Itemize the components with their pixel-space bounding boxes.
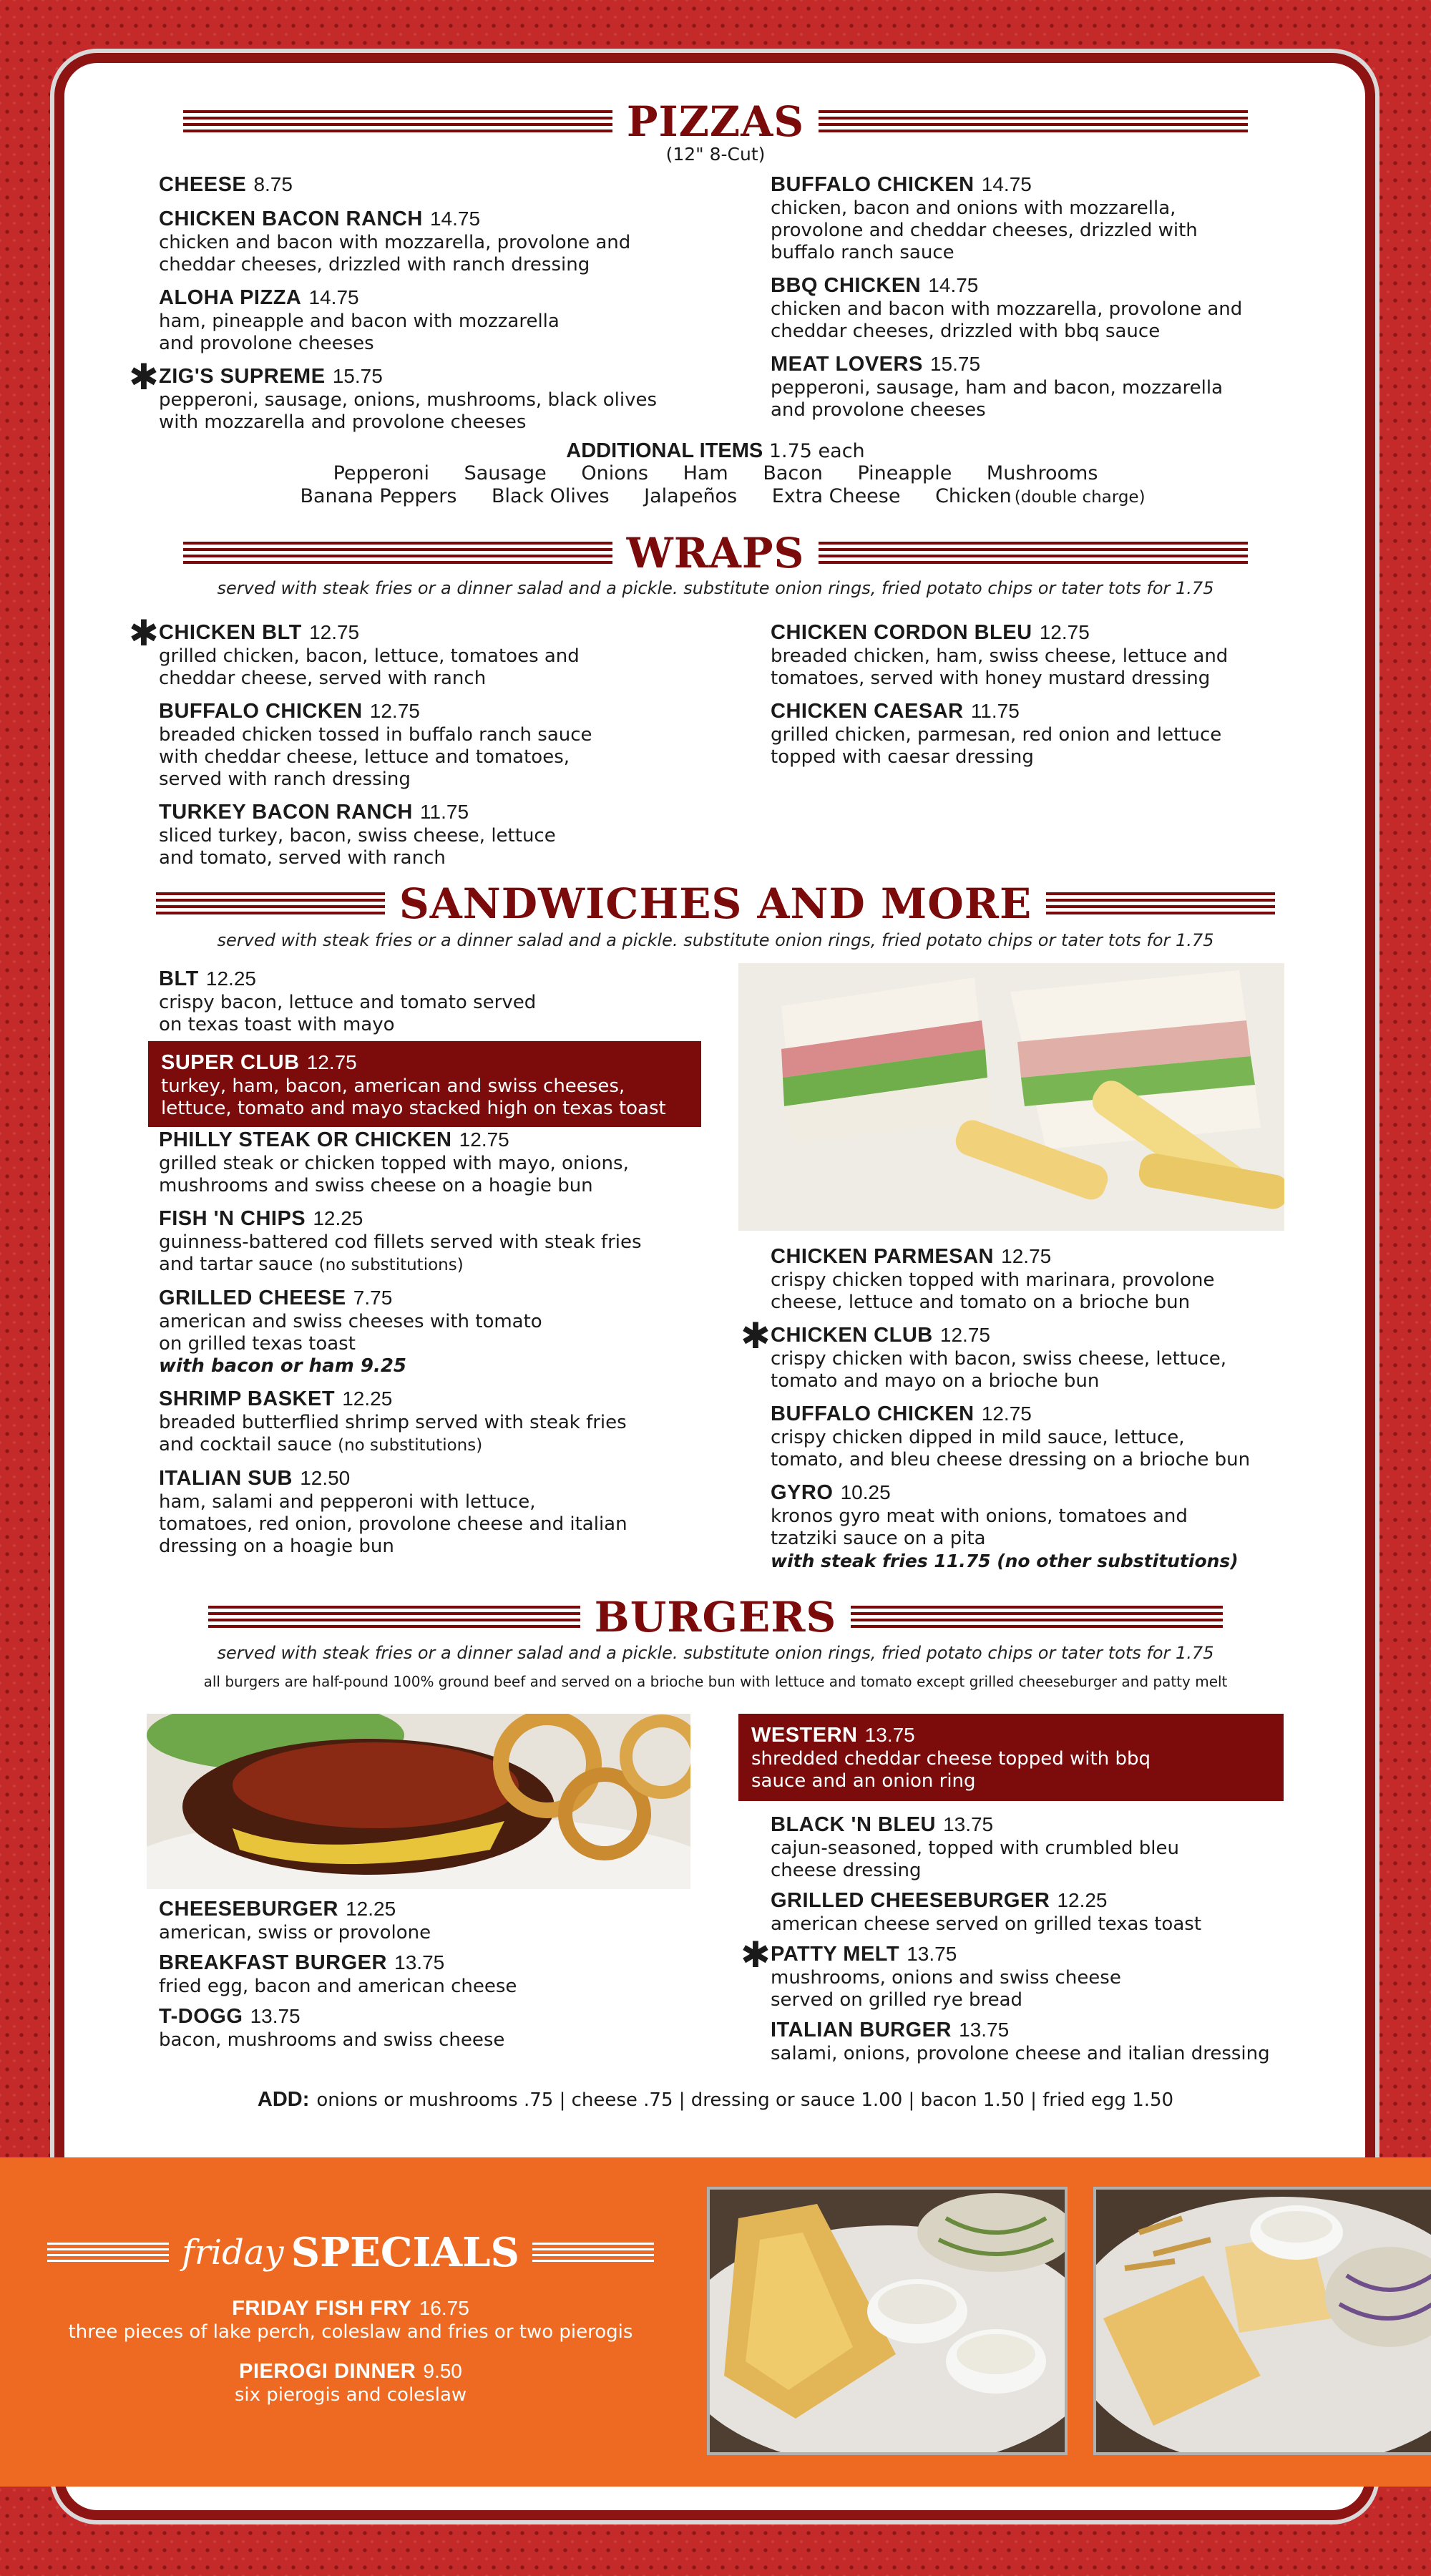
item-price: 12.75 [459,1128,509,1151]
item-description: crispy bacon, lettuce and tomato served on texas toast with mayo [159,992,537,1035]
item-description: salami, onions, provolone cheese and italian dressing [771,2043,1270,2064]
item-name: FISH 'N CHIPS [159,1207,306,1230]
burgers-header [0,1592,1431,1642]
item-description: grilled chicken, bacon, lettuce, tomatoes and cheddar cheese, served with ranch [159,645,580,689]
sandwiches-right-column [741,1244,1271,1581]
wraps-subtitle: served with steak fries or a dinner salad and a pickle. substitute onion rings, fried potato chips or tater tots for 1.75 [217,578,1214,598]
item-name: PIEROGI DINNER [239,2360,416,2383]
menu-item [741,1934,1279,2011]
item-name: BBQ CHICKEN [771,274,922,297]
item-price: 13.75 [864,1724,915,1746]
item-description: american cheese served on grilled texas toast [771,1913,1202,1935]
item-description: american and swiss cheeses with tomato on grilled texas toast [159,1311,542,1355]
header-rule-right [819,542,1248,565]
sandwiches-header [0,879,1431,929]
burger-image [147,1714,690,1889]
item-description: ham, salami and pepperoni with lettuce, tomatoes, red onion, provolone cheese and italian dressing on a hoagie bun [159,1491,627,1557]
topping: Bacon [763,462,823,484]
burgers-right-column [741,1812,1279,2074]
item-price: 11.75 [420,801,469,823]
menu-item [129,356,660,434]
item-price: 13.75 [394,1951,445,1974]
menu-item [159,1386,674,1457]
item-name: SUPER CLUB [161,1051,300,1074]
item-name: GRILLED CHEESE [159,1287,346,1309]
item-price: 16.75 [419,2297,469,2319]
item-extra: with bacon or ham 9.25 [159,1355,406,1377]
fish-fry-image [710,2190,1065,2452]
item-price: 12.25 [342,1387,393,1410]
menu-item [159,1896,674,1944]
item-name: SHRIMP BASKET [159,1387,336,1410]
item-name: GRILLED CHEESEBURGER [771,1889,1050,1912]
item-price: 13.75 [250,2005,301,2027]
header-rule-left [183,110,612,133]
item-name: CHEESE [159,173,247,196]
item-price: 12.75 [306,1051,357,1073]
topping: Pineapple [857,462,952,484]
item-name: CHEESEBURGER [159,1898,338,1921]
menu-item [159,1206,674,1277]
topping: Mushrooms [986,462,1098,484]
header-rule-left [156,892,385,915]
item-description: breaded chicken, ham, swiss cheese, lettuce and tomatoes, served with honey mustard dressing [771,645,1229,689]
topping: Extra Cheese [771,485,901,507]
item-price: 12.75 [309,621,360,643]
menu-item [771,1480,1271,1572]
item-description: ham, pineapple and bacon with mozzarella and provolone cheeses [159,311,560,354]
item-description: chicken, bacon and onions with mozzarella, provolone and cheddar cheeses, drizzled with buffalo ranch sauce [771,197,1198,263]
item-name: BUFFALO CHICKEN [771,173,975,196]
item-description: mushrooms, onions and swiss cheese served on grilled rye bread [771,1967,1121,2011]
toppings-row [0,485,1431,509]
item-description: crispy chicken with bacon, swiss cheese, lettuce, tomato and mayo on a brioche bun [771,1348,1227,1392]
menu-item [771,172,1257,264]
featured-item-super-club [148,1041,701,1127]
topping: Black Olives [492,485,610,507]
item-description: shredded cheddar cheese topped with bbq sauce and an onion ring [751,1748,1151,1792]
item-name: MEAT LOVERS [771,353,923,376]
item-price: 12.75 [981,1402,1032,1425]
menu-item [159,206,660,276]
item-price: 13.75 [943,1813,994,1835]
additional-items-label: ADDITIONAL ITEMS [566,439,763,462]
menu-item [741,1315,1271,1392]
item-price: 12.75 [1001,1245,1052,1267]
menu-item [771,1812,1279,1882]
burger-add-ons [0,2088,1431,2112]
menu-item [159,172,660,197]
item-description: cajun-seasoned, topped with crumbled bleu cheese dressing [771,1838,1180,1881]
item-description: turkey, ham, bacon, american and swiss cheeses, lettuce, tomato and mayo stacked high on texas toast [161,1075,666,1119]
specials-title: SPECIALS [290,2229,519,2276]
item-name: CHICKEN CLUB [771,1324,933,1347]
header-rule-left [208,1606,580,1629]
specials-header [43,2224,658,2281]
item-name: BLACK 'N BLEU [771,1813,936,1836]
header-rule-left [47,2243,169,2263]
toppings-row [0,462,1431,485]
item-price: 8.75 [253,173,293,195]
menu-item [159,1285,674,1377]
item-description: crispy chicken dipped in mild sauce, lettuce, tomato, and bleu cheese dressing on a brioche bun [771,1427,1251,1470]
burgers-subtitle: served with steak fries or a dinner salad and a pickle. substitute onion rings, fried potato chips or tater tots for 1.75 [217,1643,1214,1663]
item-description: bacon, mushrooms and swiss cheese [159,2029,505,2051]
wraps-header [0,528,1431,578]
special-fish-fry [43,2296,658,2343]
menu-item [159,799,660,869]
special-pierogi-dinner [43,2358,658,2406]
item-price: 13.75 [959,2019,1010,2041]
item-name: CHICKEN BACON RANCH [159,208,423,230]
item-description: breaded butterflied shrimp served with steak fries and cocktail sauce [159,1412,627,1455]
topping: Pepperoni [333,462,430,484]
menu-item [159,2004,674,2051]
item-description: kronos gyro meat with onions, tomatoes and tzatziki sauce on a pita [771,1506,1188,1549]
header-rule-right [851,1606,1223,1629]
header-rule-left [183,542,612,565]
item-price: 14.75 [429,208,481,230]
item-name: PHILLY STEAK OR CHICKEN [159,1128,452,1151]
item-name: BUFFALO CHICKEN [771,1402,975,1425]
menu-item [771,1888,1279,1936]
menu-item [159,1950,674,1998]
favorite-star-icon: ✱ [741,1934,771,1976]
featured-item-western [738,1714,1284,1801]
favorite-star-icon: ✱ [741,1315,771,1357]
item-price: 12.75 [939,1324,990,1346]
menu-item [159,698,660,791]
item-price: 12.50 [300,1467,351,1489]
pizzas-right-column [771,172,1257,430]
pizzas-left-column [129,172,660,442]
item-description: three pieces of lake perch, coleslaw and fries or two pierogis [68,2321,633,2343]
item-description: crispy chicken topped with marinara, provolone cheese, lettuce and tomato on a brioche bun [771,1269,1215,1313]
item-description: six pierogis and coleslaw [234,2384,467,2406]
item-name: ITALIAN SUB [159,1467,293,1490]
item-price: 13.75 [907,1943,957,1965]
specials-day: friday [182,2233,284,2273]
item-price: 12.25 [1057,1889,1108,1911]
item-name: CHICKEN PARMESAN [771,1245,994,1268]
pierogi-image [1096,2190,1431,2452]
item-description: breaded chicken tossed in buffalo ranch sauce with cheddar cheese, lettuce and tomatoes, served with ranch dressing [159,724,592,790]
pizzas-subtitle: (12" 8-Cut) [665,144,766,165]
item-description: pepperoni, sausage, ham and bacon, mozzarella and provolone cheeses [771,377,1224,421]
item-name: TURKEY BACON RANCH [159,801,413,824]
item-name: PATTY MELT [771,1943,900,1966]
item-price: 7.75 [353,1287,393,1309]
menu-item [771,620,1257,690]
sandwiches-title: SANDWICHES AND MORE [399,879,1032,928]
header-rule-right [532,2243,654,2263]
wraps-right-column [771,620,1257,777]
pizzas-header [0,97,1431,147]
item-name: BREAKFAST BURGER [159,1951,387,1974]
item-price: 10.25 [840,1481,891,1503]
item-price: 11.75 [970,700,1020,722]
add-options: onions or mushrooms .75 | cheese .75 | dressing or sauce 1.00 | bacon 1.50 | fried egg 1.50 [316,2089,1174,2111]
topping-note: (double charge) [1014,488,1146,507]
burgers-title: BURGERS [594,1593,837,1641]
item-name: FRIDAY FISH FRY [232,2297,412,2320]
item-description: grilled steak or chicken topped with mayo, onions, mushrooms and swiss cheese on a hoagie bun [159,1153,629,1196]
item-description: chicken and bacon with mozzarella, provolone and cheddar cheeses, drizzled with bbq sauce [771,298,1243,342]
item-name: T-DOGG [159,2005,243,2028]
club-sandwich-image [738,963,1284,1231]
topping: Onions [581,462,648,484]
item-description: fried egg, bacon and american cheese [159,1976,517,1997]
item-description: pepperoni, sausage, onions, mushrooms, black olives with mozzarella and provolone cheeses [159,389,658,433]
item-name: WESTERN [751,1724,858,1747]
menu-item [159,1465,674,1558]
item-price: 14.75 [981,173,1032,195]
item-price: 14.75 [928,274,979,296]
club-sandwich-photo [738,963,1284,1231]
item-price: 15.75 [929,353,981,375]
burgers-note: all burgers are half-pound 100% ground beef and served on a brioche bun with lettuce and tomato except grilled cheeseburger and patty melt [203,1673,1228,1690]
item-description: grilled chicken, parmesan, red onion and lettuce topped with caesar dressing [771,724,1222,768]
item-note: (no substitutions) [318,1256,464,1274]
item-note: (no substitutions) [338,1436,483,1455]
item-price: 12.25 [205,967,256,990]
sandwich-item-blt [159,966,660,1036]
item-extra: with steak fries 11.75 (no other substitutions) [771,1551,1239,1571]
topping: Chicken [935,485,1012,507]
item-price: 9.50 [423,2360,462,2382]
menu-item [771,1401,1271,1471]
favorite-star-icon: ✱ [129,356,159,398]
favorite-star-icon: ✱ [129,613,159,654]
pierogi-photo [1093,2187,1431,2455]
item-price: 12.75 [369,700,420,722]
item-name: ITALIAN BURGER [771,2019,952,2041]
menu-item [159,1127,674,1197]
item-name: ALOHA PIZZA [159,286,302,309]
topping: Ham [683,462,728,484]
topping: Sausage [464,462,547,484]
item-description: sliced turkey, bacon, swiss cheese, lettuce and tomato, served with ranch [159,825,556,869]
wraps-left-column [129,613,660,878]
item-name: BLT [159,967,199,990]
fish-fry-photo [707,2187,1068,2455]
item-description: chicken and bacon with mozzarella, provolone and cheddar cheeses, drizzled with ranch dressing [159,232,631,275]
item-name: CHICKEN CORDON BLEU [771,621,1032,644]
item-name: CHICKEN BLT [159,621,302,644]
additional-items-price: 1.75 each [768,440,865,462]
item-name: ZIG'S SUPREME [159,365,326,388]
item-name: CHICKEN CAESAR [771,700,964,723]
menu-item [771,273,1257,343]
item-price: 15.75 [332,365,383,387]
menu-item [159,285,660,355]
item-price: 12.25 [346,1898,396,1920]
add-label: ADD: [257,2088,310,2111]
topping: Jalapeños [644,485,738,507]
item-description: guinness-battered cod fillets served with steak fries and tartar sauce [159,1231,642,1275]
item-price: 12.25 [313,1207,363,1229]
burger-photo [147,1714,690,1889]
header-rule-right [1046,892,1275,915]
item-price: 12.75 [1039,621,1090,643]
sandwiches-left-column [159,1127,674,1566]
wraps-title: WRAPS [626,529,805,577]
item-name: BUFFALO CHICKEN [159,700,363,723]
item-price: 14.75 [308,286,359,308]
menu-item [771,2017,1279,2065]
item-name: GYRO [771,1481,834,1504]
menu-item [129,613,660,690]
menu-item [771,698,1257,769]
item-description: american, swiss or provolone [159,1922,431,1943]
header-rule-right [819,110,1248,133]
sandwiches-subtitle: served with steak fries or a dinner salad and a pickle. substitute onion rings, fried potato chips or tater tots for 1.75 [217,930,1214,950]
menu-item [771,351,1257,421]
additional-items [0,439,1431,463]
burgers-left-column [159,1896,674,2060]
menu-item [771,1244,1271,1314]
pizzas-title: PIZZAS [626,97,805,146]
topping: Banana Peppers [300,485,457,507]
